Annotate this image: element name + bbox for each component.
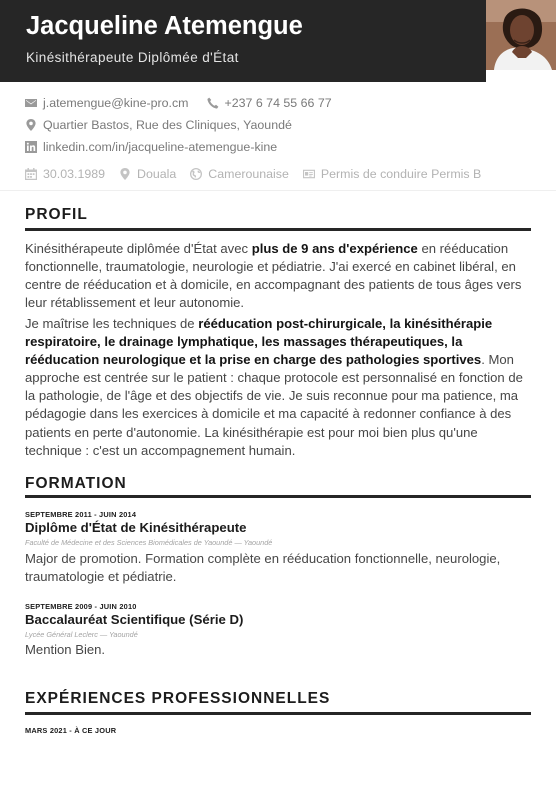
formation-date: SEPTEMBRE 2011 - JUIN 2014: [25, 510, 137, 519]
profil-p2-text-end: . Mon approche est centrée sur le patient : chaque protocole est personnalisé en fonction de la pathologie, de l'âge et des objectifs de vie. Je suis reconnue pour ma patience, ma pédagogie dans les exercices à domicile et ma capacité à redonner confiance à des patients en perte d'autonomie. La kinésithérapie est pour moi bien plus qu'une technique : c'est un accompagnement humain.: [25, 352, 523, 458]
linkedin-text: linkedin.com/in/jacqueline-atemengue-kine: [43, 140, 278, 154]
profil-p1-text-end: en rééducation fonctionnelle, traumatologie, neurologie et pédiatrie. J'ai exercé en cabinet libéral, en centre de rééducation et à domicile, en accompagnant des patients de tous âges vers leur rétablissement et leur autonomie.: [25, 241, 522, 311]
formation-degree: Baccalauréat Scientifique (Série D): [25, 612, 244, 627]
job-title: Kinésithérapeute Diplômée d'État: [26, 50, 239, 65]
contact-row-1: [25, 96, 346, 110]
profil-rule: [25, 228, 531, 231]
profil-paragraph-1: [25, 240, 535, 312]
license-item: [303, 167, 481, 181]
experiences-heading: EXPÉRIENCES PROFESSIONNELLES: [25, 690, 331, 707]
formation-date: SEPTEMBRE 2009 - JUIN 2010: [25, 602, 137, 611]
profil-p2-text: Je maîtrise les techniques de: [25, 316, 199, 331]
divider: [0, 190, 556, 191]
candidate-name: Jacqueline Atemengue: [26, 12, 303, 40]
id-card-icon: [303, 168, 315, 180]
nationality-item: [190, 167, 289, 181]
profil-p1-highlight: plus de 9 ans d'expérience: [251, 241, 418, 256]
license-text: Permis de conduire Permis B: [320, 167, 482, 181]
email-text: j.atemengue@kine-pro.cm: [43, 96, 189, 110]
email-item[interactable]: [25, 96, 193, 110]
linkedin-item[interactable]: [25, 140, 277, 154]
formation-degree: Diplôme d'État de Kinésithérapeute: [25, 520, 247, 535]
calendar-icon: [25, 168, 37, 180]
birthplace-text: Douala: [137, 167, 177, 181]
experience-date: MARS 2021 - À CE JOUR: [25, 726, 117, 735]
birthdate-item: [25, 167, 105, 181]
contact-row-2: [25, 118, 306, 132]
formation-description: Mention Bien.: [25, 642, 106, 657]
profile-photo: [486, 0, 556, 70]
linkedin-icon: [25, 141, 37, 153]
birthdate-text: 30.03.1989: [43, 167, 106, 181]
formation-school: Lycée Général Leclerc — Yaoundé: [25, 630, 138, 639]
location-pin-icon: [25, 119, 37, 131]
header-banner: [0, 0, 486, 82]
profil-p2-highlight: rééducation post-chirurgicale, la kinésithérapie respiratoire, le drainage lymphatique, les massages thérapeutiques, la rééducation neurologique et la prise en charge des pathologies sportives: [25, 316, 493, 368]
formation-description: Major de promotion. Formation complète en rééducation fonctionnelle, neurologie, traumatologie et pédiatrie.: [25, 551, 501, 585]
location-pin-icon: [119, 168, 131, 180]
profil-heading: PROFIL: [25, 206, 88, 223]
address-item: [25, 118, 292, 132]
envelope-icon: [25, 97, 37, 109]
formation-rule: [25, 495, 531, 498]
contact-row-3: [25, 140, 291, 154]
birthplace-item: [119, 167, 176, 181]
formation-heading: FORMATION: [25, 475, 127, 492]
address-text: Quartier Bastos, Rue des Cliniques, Yaoundé: [43, 118, 292, 132]
nationality-text: Camerounaise: [208, 167, 289, 181]
profil-paragraph-2: [25, 315, 535, 460]
phone-item[interactable]: [207, 96, 332, 110]
experiences-rule: [25, 712, 531, 715]
phone-text: +237 6 74 55 66 77: [224, 96, 332, 110]
profil-p1-text: Kinésithérapeute diplômée d'État avec: [25, 241, 252, 256]
personal-info-row: [25, 167, 495, 181]
phone-icon: [207, 97, 219, 109]
formation-school: Faculté de Médecine et des Sciences Biomédicales de Yaoundé — Yaoundé: [25, 538, 273, 547]
globe-icon: [190, 168, 202, 180]
